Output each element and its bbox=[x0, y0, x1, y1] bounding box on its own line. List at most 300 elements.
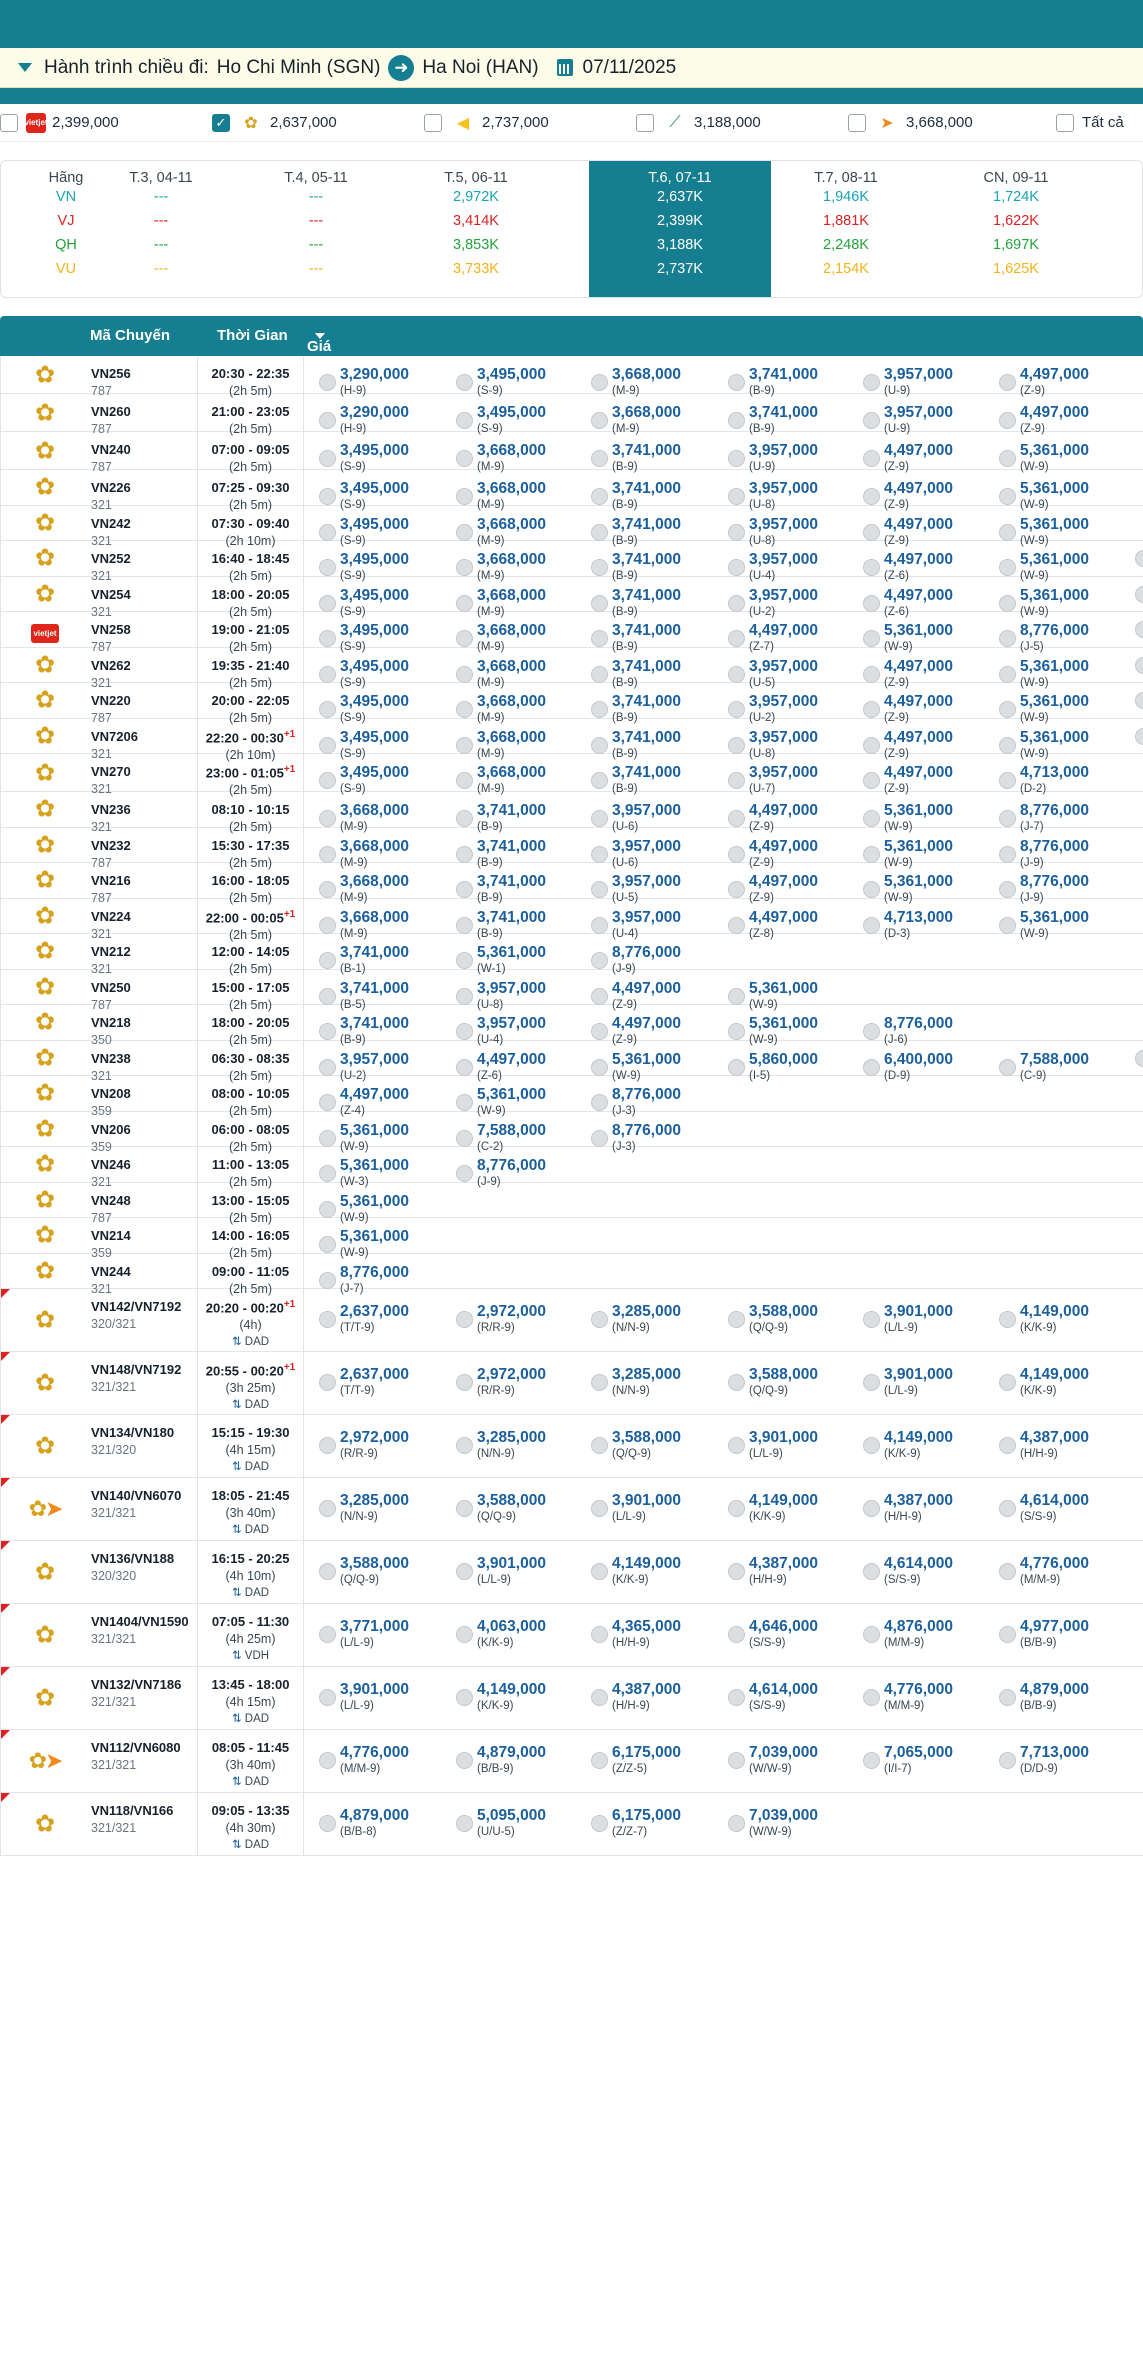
fare-radio[interactable] bbox=[591, 374, 608, 391]
date-price[interactable]: 1,881K bbox=[823, 213, 869, 229]
fare-radio[interactable] bbox=[728, 1023, 745, 1040]
filter-vu[interactable] bbox=[424, 112, 636, 134]
fare-radio[interactable] bbox=[728, 524, 745, 541]
fare-radio[interactable] bbox=[863, 1752, 880, 1769]
fare-radio[interactable] bbox=[319, 881, 336, 898]
fare-radio[interactable] bbox=[456, 1374, 473, 1391]
fare-radio[interactable] bbox=[319, 1626, 336, 1643]
fare-radio[interactable] bbox=[728, 881, 745, 898]
fare-radio[interactable] bbox=[456, 846, 473, 863]
fare-radio[interactable] bbox=[456, 488, 473, 505]
fare-radio[interactable] bbox=[319, 1201, 336, 1218]
fare-radio[interactable] bbox=[728, 1311, 745, 1328]
more-fare-radio[interactable] bbox=[1135, 657, 1143, 674]
date-column[interactable] bbox=[91, 161, 231, 298]
fare-radio[interactable] bbox=[319, 1094, 336, 1111]
fare-radio[interactable] bbox=[999, 1752, 1016, 1769]
flight-row[interactable] bbox=[0, 1005, 1143, 1047]
date-price[interactable]: 1,622K bbox=[993, 213, 1039, 229]
date-price[interactable]: 3,853K bbox=[453, 237, 499, 253]
fare-radio[interactable] bbox=[456, 810, 473, 827]
fare-price: 3,495,000 bbox=[477, 404, 546, 421]
fare-radio[interactable] bbox=[319, 810, 336, 827]
fare-class: (B-1) bbox=[340, 963, 366, 975]
fare-radio[interactable] bbox=[319, 1500, 336, 1517]
fare-radio[interactable] bbox=[999, 488, 1016, 505]
fare-radio[interactable] bbox=[863, 881, 880, 898]
date-price[interactable]: 2,154K bbox=[823, 261, 869, 277]
filter-vn[interactable] bbox=[212, 112, 424, 134]
filter-checkbox[interactable] bbox=[636, 114, 654, 132]
flight-row[interactable] bbox=[0, 754, 1143, 798]
fare-radio[interactable] bbox=[456, 1500, 473, 1517]
date-price[interactable]: 2,637K bbox=[657, 189, 703, 205]
fare-class: (W-9) bbox=[1020, 570, 1049, 582]
fare-radio[interactable] bbox=[999, 412, 1016, 429]
fare-radio[interactable] bbox=[319, 1815, 336, 1832]
fare-radio[interactable] bbox=[456, 1094, 473, 1111]
fare-radio[interactable] bbox=[456, 1626, 473, 1643]
fare-radio[interactable] bbox=[591, 952, 608, 969]
time-range: 16:00 - 18:05 bbox=[211, 873, 290, 888]
fare-radio[interactable] bbox=[863, 917, 880, 934]
fare-radio[interactable] bbox=[728, 1563, 745, 1580]
transit-icon: ⇅ bbox=[231, 1776, 245, 1788]
fare-radio[interactable] bbox=[456, 881, 473, 898]
fare-radio[interactable] bbox=[591, 1059, 608, 1076]
fare-radio[interactable] bbox=[999, 846, 1016, 863]
flight-row[interactable] bbox=[0, 612, 1143, 654]
fare-class: (Q/Q-9) bbox=[612, 1448, 651, 1460]
flight-row[interactable] bbox=[0, 432, 1143, 474]
fare-radio[interactable] bbox=[591, 1752, 608, 1769]
fare-radio[interactable] bbox=[456, 524, 473, 541]
date-price[interactable]: 3,188K bbox=[657, 237, 703, 253]
filter-vu2[interactable] bbox=[848, 112, 1060, 134]
fare-radio[interactable] bbox=[999, 1311, 1016, 1328]
fare-radio[interactable] bbox=[728, 666, 745, 683]
fare-radio[interactable] bbox=[728, 1815, 745, 1832]
flight-row[interactable] bbox=[0, 1183, 1143, 1225]
fare-radio[interactable] bbox=[319, 1689, 336, 1706]
fare-radio[interactable] bbox=[999, 737, 1016, 754]
transit-airport: DAD bbox=[244, 1713, 270, 1725]
fare-radio[interactable] bbox=[591, 1130, 608, 1147]
date-price[interactable]: 2,399K bbox=[657, 213, 703, 229]
fare-radio[interactable] bbox=[728, 1689, 745, 1706]
fare-radio[interactable] bbox=[591, 701, 608, 718]
fare-radio[interactable] bbox=[456, 737, 473, 754]
fare-radio[interactable] bbox=[863, 488, 880, 505]
flight-row[interactable] bbox=[0, 899, 1143, 942]
fare-radio[interactable] bbox=[591, 881, 608, 898]
fare-radio[interactable] bbox=[728, 917, 745, 934]
fare-radio[interactable] bbox=[591, 450, 608, 467]
fare-radio[interactable] bbox=[728, 450, 745, 467]
fare-radio[interactable] bbox=[728, 1437, 745, 1454]
fare-radio[interactable] bbox=[319, 1059, 336, 1076]
fare-radio[interactable] bbox=[591, 412, 608, 429]
flight-row[interactable] bbox=[0, 1541, 1143, 1604]
date-price[interactable]: --- bbox=[308, 189, 324, 205]
fare-radio[interactable] bbox=[456, 1563, 473, 1580]
flight-code: VN112/VN6080 bbox=[91, 1740, 181, 1755]
fare-radio[interactable] bbox=[591, 772, 608, 789]
flight-row[interactable] bbox=[0, 970, 1143, 1012]
header-fare[interactable] bbox=[307, 327, 332, 372]
flight-row[interactable] bbox=[0, 828, 1143, 870]
fare-radio[interactable] bbox=[863, 630, 880, 647]
fare-radio[interactable] bbox=[591, 1437, 608, 1454]
fare-radio[interactable] bbox=[999, 1437, 1016, 1454]
fare-radio[interactable] bbox=[456, 1165, 473, 1182]
flight-row[interactable] bbox=[0, 1041, 1143, 1083]
fare-class: (Q/Q-9) bbox=[477, 1511, 516, 1523]
fare-radio[interactable] bbox=[863, 666, 880, 683]
fare-radio[interactable] bbox=[863, 810, 880, 827]
date-price[interactable]: --- bbox=[308, 261, 324, 277]
more-fare-radio[interactable] bbox=[1135, 586, 1143, 603]
aircraft-type: 321 bbox=[91, 782, 112, 796]
filter-checkbox[interactable] bbox=[0, 114, 18, 132]
flight-row[interactable] bbox=[0, 863, 1143, 905]
fare-radio[interactable] bbox=[999, 374, 1016, 391]
fare-radio[interactable] bbox=[319, 1023, 336, 1040]
vietnam-airlines-logo-icon: ✿ bbox=[34, 473, 56, 501]
flight-row[interactable] bbox=[0, 934, 1143, 976]
fare-radio[interactable] bbox=[863, 1689, 880, 1706]
more-fare-radio[interactable] bbox=[1135, 1050, 1143, 1067]
date-column[interactable] bbox=[391, 161, 561, 298]
fare-radio[interactable] bbox=[319, 917, 336, 934]
flight-row[interactable] bbox=[0, 683, 1143, 725]
fare-radio[interactable] bbox=[728, 1500, 745, 1517]
date-price[interactable]: 3,733K bbox=[453, 261, 499, 277]
fare-radio[interactable] bbox=[728, 1059, 745, 1076]
fare-radio[interactable] bbox=[319, 450, 336, 467]
fare-radio[interactable] bbox=[456, 701, 473, 718]
fare-radio[interactable] bbox=[456, 917, 473, 934]
flight-row[interactable] bbox=[0, 356, 1143, 398]
fare-radio[interactable] bbox=[456, 450, 473, 467]
flight-row[interactable] bbox=[0, 470, 1143, 512]
fare-radio[interactable] bbox=[999, 630, 1016, 647]
date-price[interactable]: --- bbox=[308, 237, 324, 253]
fare-radio[interactable] bbox=[319, 1374, 336, 1391]
fare-radio[interactable] bbox=[456, 988, 473, 1005]
date-price[interactable]: 2,737K bbox=[657, 261, 703, 277]
fare-radio[interactable] bbox=[319, 1272, 336, 1289]
fare-radio[interactable] bbox=[456, 595, 473, 612]
fare-radio[interactable] bbox=[999, 1626, 1016, 1643]
fare-radio[interactable] bbox=[728, 488, 745, 505]
fare-radio[interactable] bbox=[456, 412, 473, 429]
fare-radio[interactable] bbox=[728, 701, 745, 718]
fare-radio[interactable] bbox=[999, 772, 1016, 789]
fare-price: 2,972,000 bbox=[340, 1429, 409, 1446]
date-price[interactable]: 1,724K bbox=[993, 189, 1039, 205]
flight-row[interactable] bbox=[0, 577, 1143, 619]
fare-radio[interactable] bbox=[591, 488, 608, 505]
fare-price: 3,957,000 bbox=[749, 693, 818, 710]
fare-radio[interactable] bbox=[319, 737, 336, 754]
flight-row[interactable] bbox=[0, 1415, 1143, 1478]
fare-radio[interactable] bbox=[863, 1059, 880, 1076]
fare-radio[interactable] bbox=[728, 846, 745, 863]
fare-radio[interactable] bbox=[863, 1023, 880, 1040]
fare-radio[interactable] bbox=[728, 1374, 745, 1391]
fare-radio[interactable] bbox=[728, 374, 745, 391]
fare-radio[interactable] bbox=[999, 1689, 1016, 1706]
fare-radio[interactable] bbox=[999, 1500, 1016, 1517]
fare-radio[interactable] bbox=[591, 559, 608, 576]
fare-radio[interactable] bbox=[319, 1130, 336, 1147]
fare-radio[interactable] bbox=[319, 772, 336, 789]
fare-radio[interactable] bbox=[863, 595, 880, 612]
fare-radio[interactable] bbox=[456, 1689, 473, 1706]
time-range: 20:30 - 22:35 bbox=[211, 366, 290, 381]
date-price[interactable]: --- bbox=[153, 237, 169, 253]
date-price[interactable]: --- bbox=[153, 213, 169, 229]
filter-checkbox[interactable] bbox=[848, 114, 866, 132]
flight-code: VN118/VN166 bbox=[91, 1803, 174, 1818]
flight-code: VN226 bbox=[91, 480, 131, 495]
fare-radio[interactable] bbox=[456, 666, 473, 683]
fare-radio[interactable] bbox=[863, 450, 880, 467]
fare-radio[interactable] bbox=[591, 737, 608, 754]
date-column[interactable] bbox=[771, 161, 921, 298]
fare-radio[interactable] bbox=[863, 559, 880, 576]
flight-time bbox=[198, 980, 303, 995]
fare-radio[interactable] bbox=[863, 772, 880, 789]
fare-radio[interactable] bbox=[591, 1815, 608, 1832]
flight-row[interactable] bbox=[0, 1112, 1143, 1154]
route-bar[interactable] bbox=[0, 48, 1143, 88]
fare-radio[interactable] bbox=[863, 846, 880, 863]
flight-row[interactable] bbox=[0, 1667, 1143, 1730]
fare-radio[interactable] bbox=[863, 737, 880, 754]
aircraft-type: 321 bbox=[91, 746, 112, 761]
fare-radio[interactable] bbox=[591, 595, 608, 612]
fare-radio[interactable] bbox=[591, 1374, 608, 1391]
fare-radio[interactable] bbox=[591, 917, 608, 934]
fare-radio[interactable] bbox=[591, 1023, 608, 1040]
fare-radio[interactable] bbox=[863, 1500, 880, 1517]
fare-class: (N/N-9) bbox=[612, 1385, 650, 1397]
fare-radio[interactable] bbox=[456, 1059, 473, 1076]
fare-radio[interactable] bbox=[319, 524, 336, 541]
fare-radio[interactable] bbox=[319, 630, 336, 647]
fare-radio[interactable] bbox=[319, 1563, 336, 1580]
filter-vj[interactable] bbox=[0, 113, 212, 133]
fare-radio[interactable] bbox=[863, 374, 880, 391]
fare-radio[interactable] bbox=[863, 1311, 880, 1328]
fare-radio[interactable] bbox=[591, 988, 608, 1005]
fare-radio[interactable] bbox=[999, 1059, 1016, 1076]
fare-radio[interactable] bbox=[319, 559, 336, 576]
flight-row[interactable] bbox=[0, 792, 1143, 834]
filter-all[interactable] bbox=[1056, 114, 1124, 132]
fare-radio[interactable] bbox=[591, 1500, 608, 1517]
fare-radio[interactable] bbox=[456, 952, 473, 969]
fare-class: (U-4) bbox=[612, 927, 639, 940]
fare-radio[interactable] bbox=[999, 881, 1016, 898]
fare-radio[interactable] bbox=[999, 450, 1016, 467]
fare-radio[interactable] bbox=[591, 846, 608, 863]
fare-radio[interactable] bbox=[591, 666, 608, 683]
fare-radio[interactable] bbox=[999, 1563, 1016, 1580]
fare-radio[interactable] bbox=[999, 701, 1016, 718]
fare-radio[interactable] bbox=[319, 1311, 336, 1328]
fare-radio[interactable] bbox=[999, 666, 1016, 683]
flight-row[interactable] bbox=[0, 1254, 1143, 1296]
fare-radio[interactable] bbox=[319, 1437, 336, 1454]
fare-radio[interactable] bbox=[863, 524, 880, 541]
fare-radio[interactable] bbox=[319, 1165, 336, 1182]
fare-radio[interactable] bbox=[319, 701, 336, 718]
fare-radio[interactable] bbox=[591, 1689, 608, 1706]
flight-row[interactable] bbox=[0, 394, 1143, 436]
date-price[interactable]: --- bbox=[153, 261, 169, 277]
fare-price: 7,039,000 bbox=[749, 1744, 818, 1761]
fare-radio[interactable] bbox=[863, 1563, 880, 1580]
fare-price: 3,957,000 bbox=[612, 837, 681, 855]
departure-date[interactable]: 07/11/2025 bbox=[582, 56, 677, 78]
date-price[interactable]: 3,414K bbox=[453, 213, 499, 229]
fare-class: (B-9) bbox=[749, 385, 775, 397]
fare-radio[interactable] bbox=[456, 1130, 473, 1147]
flight-duration: (2h 5m) bbox=[228, 640, 273, 654]
fare-price: 3,957,000 bbox=[884, 404, 953, 421]
fare-radio[interactable] bbox=[456, 1311, 473, 1328]
fare-price: 7,588,000 bbox=[1020, 1050, 1089, 1068]
more-fare-radio[interactable] bbox=[1135, 621, 1143, 638]
fare-price: 4,497,000 bbox=[884, 480, 953, 497]
fare-radio[interactable] bbox=[863, 1626, 880, 1643]
fare-price: 3,741,000 bbox=[340, 979, 409, 997]
fare-radio[interactable] bbox=[728, 412, 745, 429]
fare-radio[interactable] bbox=[456, 1437, 473, 1454]
fare-radio[interactable] bbox=[319, 412, 336, 429]
fare-radio[interactable] bbox=[319, 666, 336, 683]
fare-radio[interactable] bbox=[591, 1311, 608, 1328]
fare-radio[interactable] bbox=[728, 559, 745, 576]
fare-radio[interactable] bbox=[319, 1752, 336, 1769]
fare-radio[interactable] bbox=[999, 524, 1016, 541]
fare-radio[interactable] bbox=[319, 988, 336, 1005]
fare-radio[interactable] bbox=[456, 374, 473, 391]
fare-radio[interactable] bbox=[591, 1563, 608, 1580]
flight-row[interactable] bbox=[0, 506, 1143, 548]
date-price[interactable]: 2,972K bbox=[453, 189, 499, 205]
fare-class: (U-8) bbox=[749, 747, 776, 760]
fare-radio[interactable] bbox=[728, 737, 745, 754]
more-fare-radio[interactable] bbox=[1135, 692, 1143, 709]
flight-row[interactable] bbox=[0, 1352, 1143, 1415]
fare-radio[interactable] bbox=[456, 1815, 473, 1832]
date-price[interactable]: 1,697K bbox=[993, 237, 1039, 253]
flight-row[interactable] bbox=[0, 541, 1143, 583]
fare-radio[interactable] bbox=[591, 1094, 608, 1111]
date-column[interactable] bbox=[231, 161, 401, 298]
fare-radio[interactable] bbox=[728, 595, 745, 612]
fare-price: 4,497,000 bbox=[884, 551, 953, 568]
fare-radio[interactable] bbox=[456, 559, 473, 576]
fare-radio[interactable] bbox=[456, 772, 473, 789]
fare-radio[interactable] bbox=[863, 1437, 880, 1454]
flight-row[interactable] bbox=[0, 1289, 1143, 1352]
flight-row[interactable] bbox=[0, 648, 1143, 690]
fare-radio[interactable] bbox=[319, 1236, 336, 1253]
fare-radio[interactable] bbox=[999, 810, 1016, 827]
flight-row[interactable] bbox=[0, 1730, 1143, 1793]
fare-radio[interactable] bbox=[319, 595, 336, 612]
filter-checkbox[interactable]: ✓ bbox=[212, 114, 230, 132]
flight-row[interactable] bbox=[0, 1218, 1143, 1260]
fare-radio[interactable] bbox=[728, 810, 745, 827]
fare-radio[interactable] bbox=[591, 810, 608, 827]
fare-price: 4,497,000 bbox=[749, 873, 818, 890]
flight-row[interactable] bbox=[0, 1793, 1143, 1856]
fare-radio[interactable] bbox=[728, 988, 745, 1005]
date-column[interactable] bbox=[921, 161, 1111, 298]
date-price[interactable]: 1,946K bbox=[823, 189, 869, 205]
fare-radio[interactable] bbox=[456, 1752, 473, 1769]
date-price[interactable]: 2,248K bbox=[823, 237, 869, 253]
fare-radio[interactable] bbox=[728, 772, 745, 789]
fare-radio[interactable] bbox=[319, 952, 336, 969]
filter-checkbox[interactable] bbox=[424, 114, 442, 132]
fare-radio[interactable] bbox=[728, 1752, 745, 1769]
fare-price: 5,095,000 bbox=[477, 1807, 546, 1824]
flight-row[interactable] bbox=[0, 1604, 1143, 1667]
more-fare-radio[interactable] bbox=[1135, 550, 1143, 567]
filter-checkbox[interactable] bbox=[1056, 114, 1074, 132]
fare-radio[interactable] bbox=[456, 630, 473, 647]
fare-radio[interactable] bbox=[728, 1626, 745, 1643]
fare-radio[interactable] bbox=[319, 846, 336, 863]
fare-radio[interactable] bbox=[456, 1023, 473, 1040]
fare-radio[interactable] bbox=[999, 917, 1016, 934]
fare-radio[interactable] bbox=[999, 559, 1016, 576]
fare-radio[interactable] bbox=[863, 1374, 880, 1391]
more-fare-radio[interactable] bbox=[1135, 728, 1143, 745]
fare-radio[interactable] bbox=[591, 524, 608, 541]
flight-time bbox=[198, 366, 303, 381]
fare-radio[interactable] bbox=[999, 595, 1016, 612]
collapse-caret-icon[interactable] bbox=[18, 63, 32, 72]
date-column[interactable] bbox=[589, 161, 771, 298]
fare-radio[interactable] bbox=[319, 374, 336, 391]
flight-row[interactable] bbox=[0, 1076, 1143, 1118]
fare-radio[interactable] bbox=[728, 630, 745, 647]
fare-radio[interactable] bbox=[591, 630, 608, 647]
fare-radio[interactable] bbox=[863, 701, 880, 718]
connection-flag-icon bbox=[1, 1352, 10, 1361]
fare-radio[interactable] bbox=[999, 1374, 1016, 1391]
date-price[interactable]: --- bbox=[153, 189, 169, 205]
filter-qh[interactable] bbox=[636, 112, 848, 134]
fare-radio[interactable] bbox=[319, 488, 336, 505]
fare-class: (I/I-7) bbox=[884, 1763, 912, 1775]
date-price[interactable]: --- bbox=[308, 213, 324, 229]
date-price[interactable]: 1,625K bbox=[993, 261, 1039, 277]
fare-radio[interactable] bbox=[863, 412, 880, 429]
flight-row[interactable] bbox=[0, 719, 1143, 762]
flight-row[interactable] bbox=[0, 1478, 1143, 1541]
flight-row[interactable] bbox=[0, 1147, 1143, 1189]
fare-radio[interactable] bbox=[591, 1626, 608, 1643]
